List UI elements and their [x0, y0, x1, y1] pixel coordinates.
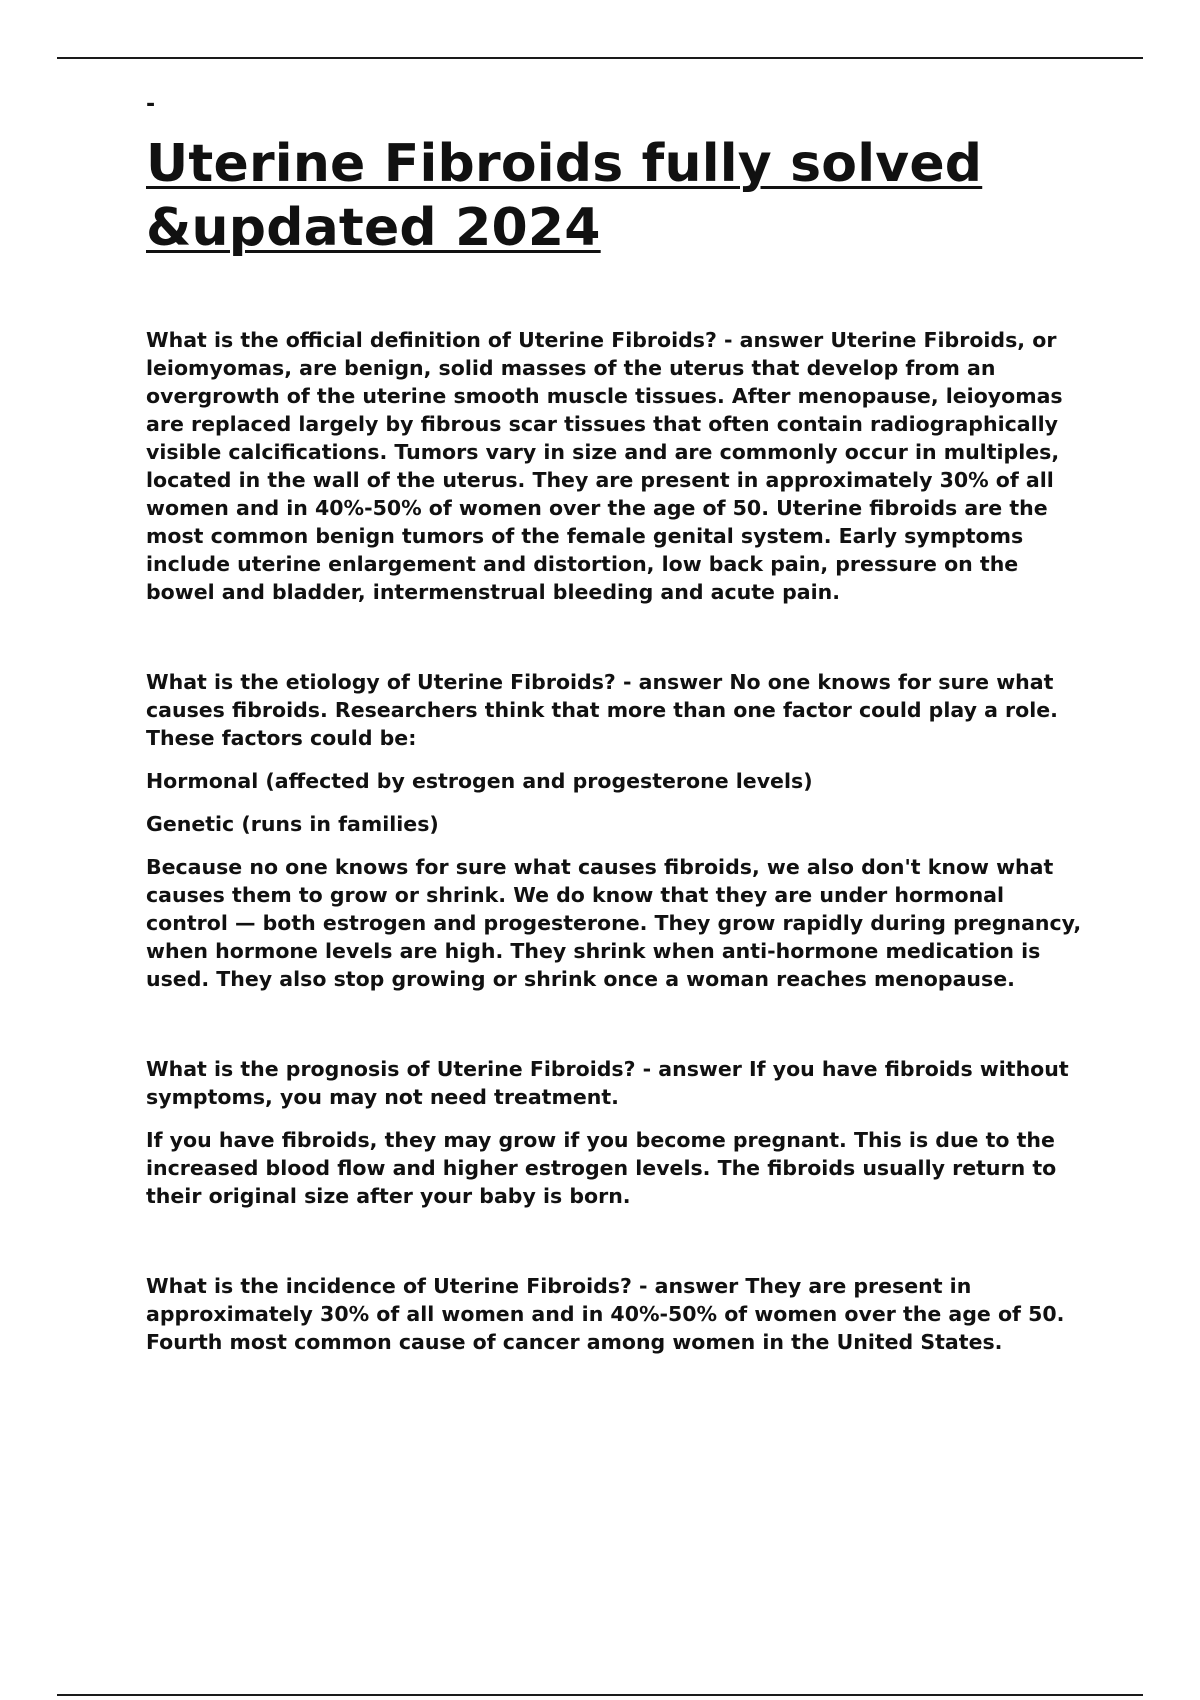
qa-etiology: [146, 668, 1086, 993]
qa-paragraph: What is the incidence of Uterine Fibroids? - answer They are present in approximately 30% of all women and in 40%-50% of women over the age of 50. Fourth most common cause of cancer among women in the United States.: [146, 1274, 1065, 1354]
document-body: [146, 92, 1086, 1418]
qa-definition: [146, 326, 1086, 606]
qa-prognosis: [146, 1055, 1086, 1210]
qa-paragraph: What is the etiology of Uterine Fibroids? - answer No one knows for sure what causes fibroids. Researchers think that more than one factor could play a role. These factors could be:: [146, 670, 1058, 750]
bottom-rule: [57, 1694, 1143, 1696]
dash-mark: -: [146, 92, 156, 117]
qa-paragraph: What is the official definition of Uterine Fibroids? - answer Uterine Fibroids, or leiomyomas, are benign, solid masses of the uterus that develop from an overgrowth of the uterine smooth muscle tissues. After menopause, leioyomas are replaced largely by fibrous scar tissues that often contain radiographically visible calcifications. Tumors vary in size and are commonly occur in multiples, located in the wall of the uterus. They are present in approximately 30% of all women and in 40%-50% of women over the age of 50. Uterine fibroids are the most common benign tumors of the female genital system. Early symptoms include uterine enlargement and distortion, low back pain, pressure on the bowel and bladder, intermenstrual bleeding and acute pain.: [146, 328, 1063, 604]
qa-paragraph: What is the prognosis of Uterine Fibroids? - answer If you have fibroids without symptoms, you may not need treatment.: [146, 1057, 1069, 1109]
qa-paragraph: Hormonal (affected by estrogen and progesterone levels): [146, 769, 813, 793]
document-title: Uterine Fibroids fully solved &updated 2024: [146, 134, 983, 258]
qa-paragraph: Because no one knows for sure what causes fibroids, we also don't know what causes them to grow or shrink. We do know that they are under hormonal control — both estrogen and progesterone. They grow rapidly during pregnancy, when hormone levels are high. They shrink when anti-hormone medication is used. They also stop growing or shrink once a woman reaches menopause.: [146, 855, 1082, 991]
qa-incidence: [146, 1272, 1086, 1356]
qa-paragraph: Genetic (runs in families): [146, 812, 439, 836]
top-rule: [57, 57, 1143, 59]
qa-paragraph: If you have fibroids, they may grow if you become pregnant. This is due to the increased blood flow and higher estrogen levels. The fibroids usually return to their original size after your baby is born.: [146, 1128, 1057, 1208]
qa-list: [146, 326, 1086, 1356]
